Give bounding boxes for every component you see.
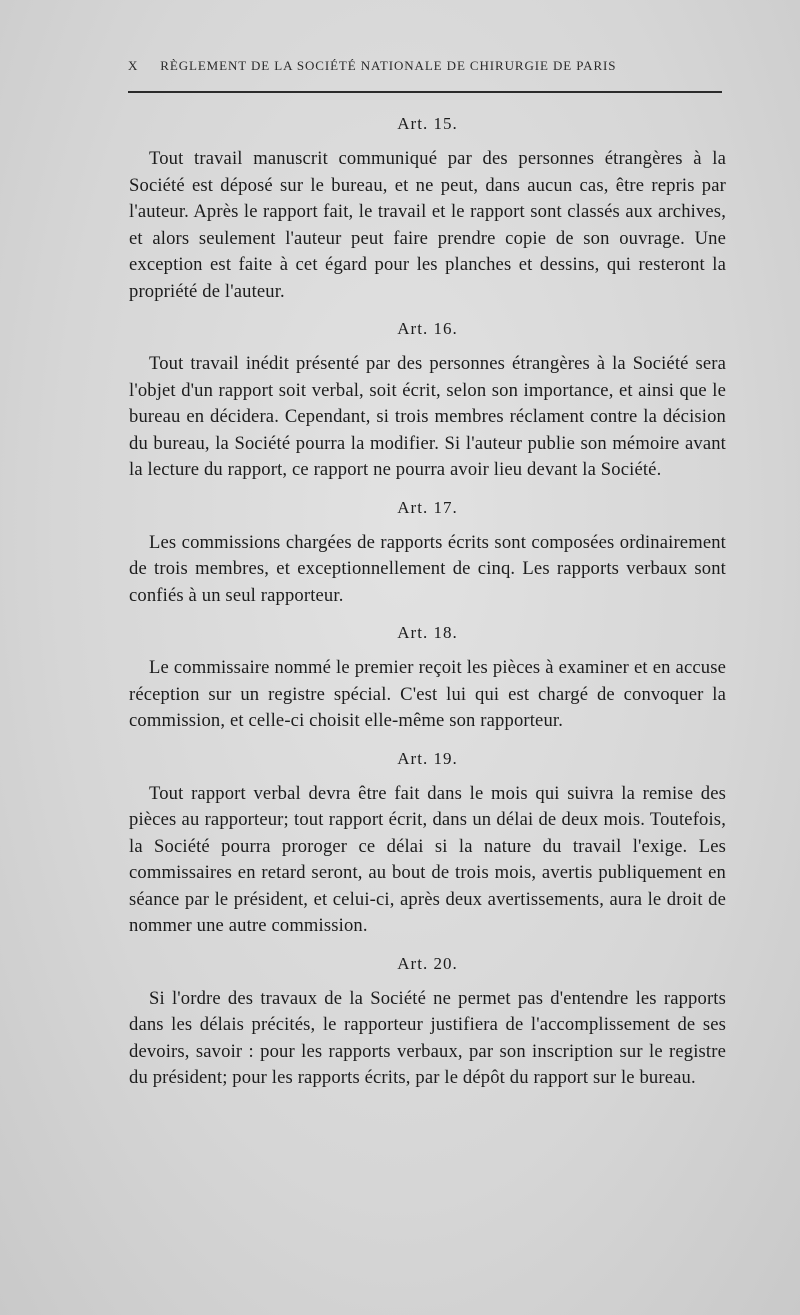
running-head-title: RÈGLEMENT DE LA SOCIÉTÉ NATIONALE DE CHIRURGIE DE PARIS [160, 58, 617, 73]
article-heading-17: Art. 17. [397, 497, 458, 517]
article-heading-19: Art. 19. [397, 748, 458, 768]
article-heading-20: Art. 20. [397, 953, 458, 973]
article-text-20: Si l'ordre des travaux de la Société ne permet pas d'entendre les rapports dans les délais précités, le rapporteur justifiera de l'accomplissement de ses devoirs, savoir : pour les rapports verbaux, par son inscription sur le registre du président; pour les rapports écrits, par le dépôt du rapport sur le bureau. [129, 987, 726, 1088]
page-folio: X [128, 58, 139, 73]
article-heading-15: Art. 15. [397, 114, 458, 133]
article-heading-16: Art. 16. [397, 319, 458, 338]
header-rule [128, 91, 722, 93]
article-text-19: Tout rapport verbal devra être fait dans le mois qui suivra la remise des pièces au rapporteur; tout rapport écrit, dans un délai de deux mois. Toutefois, la Société pourra proroger ce délai si la nature du travail l'exige. Les commissaires en retard seront, au bout de trois mois, avertis publiquement en séance par le président, et celui-ci, après deux avertissements, aura le droit de nommer une autre commission. [129, 782, 726, 936]
article-text-18: Le commissaire nommé le premier reçoit les pièces à examiner et en accuse réception sur un registre spécial. C'est lui qui est chargé de convoquer la commission, et celle-ci choisit elle-même son rapporteur. [129, 657, 726, 731]
article-text-17: Les commissions chargées de rapports écrits sont composées ordinairement de trois membres, et exceptionnellement de cinq. Les rapports verbaux sont confiés à un seul rapporteur. [129, 531, 726, 606]
running-head [128, 58, 724, 74]
articles-body [129, 112, 726, 1104]
article-heading-18: Art. 18. [397, 623, 458, 642]
article-text-16: Tout travail inédit présenté par des personnes étrangères à la Société sera l'objet d'un rapport soit verbal, soit écrit, selon son importance, et ainsi que le bureau en décidera. Cependant, si trois membres réclament contre la décision du bureau, la Société pourra la modifier. Si l'auteur publie son mémoire avant la lecture du rapport, ce rapport ne pourra avoir lieu devant la Société. [129, 353, 726, 480]
article-text-15: Tout travail manuscrit communiqué par des personnes étrangères à la Société est déposé sur le bureau, et ne peut, dans aucun cas, être repris par l'auteur. Après le rapport fait, le travail et le rapport sont classés aux archives, et alors seulement l'auteur peut faire prendre copie de son ouvrage. Une exception est faite à cet égard pour les planches et dessins, qui resteront la propriété de l'auteur. [129, 148, 726, 302]
